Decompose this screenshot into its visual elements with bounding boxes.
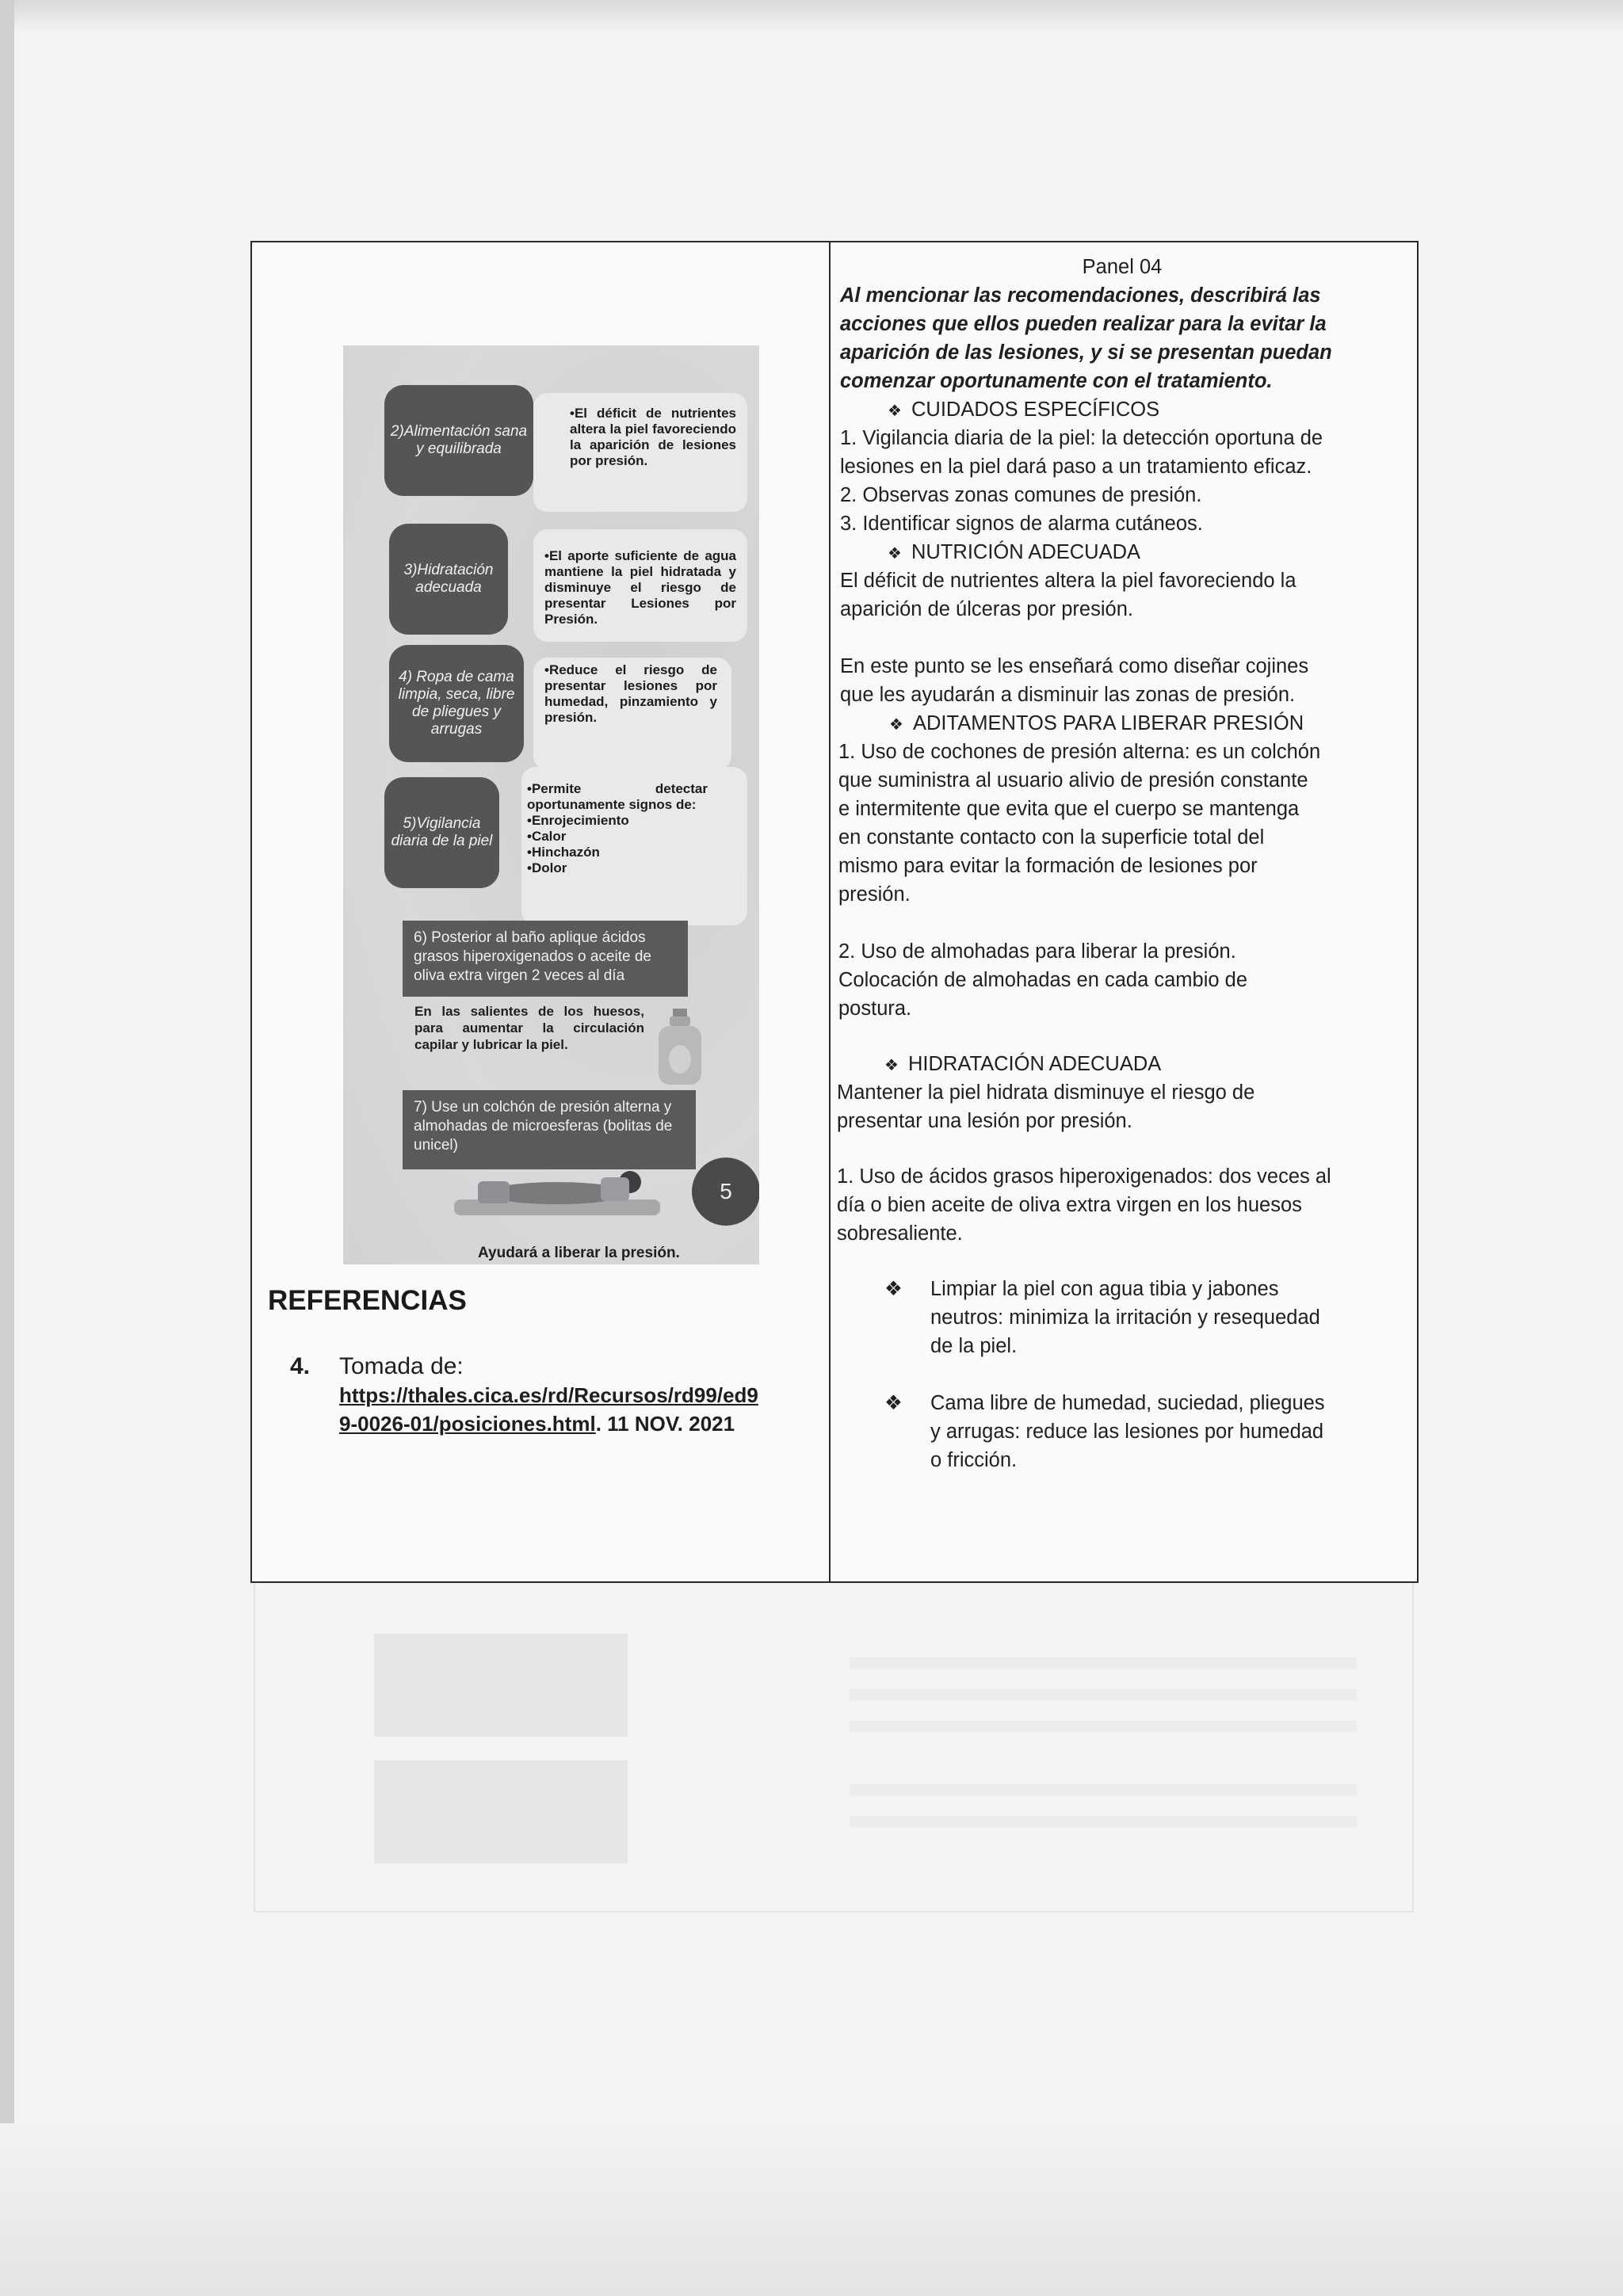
tip-text-bedding: •Reduce el riesgo de presentar lesiones por humedad, pinzamiento y presión. <box>544 662 717 725</box>
references-heading: REFERENCIAS <box>268 1285 467 1316</box>
body-line: lesiones en la piel dará paso a un tratamiento eficaz. <box>840 456 1312 478</box>
section-heading-pressure-devices: ❖ ADITAMENTOS PARA LIBERAR PRESIÓN <box>889 710 1304 740</box>
tip-text-nutrition: •El déficit de nutrientes altera la piel favoreciendo la aparición de lesiones por presión. <box>570 406 736 468</box>
reference-link-line2-wrap <box>339 1410 735 1436</box>
bullet-line: Limpiar la piel con agua tibia y jabones <box>930 1278 1279 1300</box>
reference-date: . 11 NOV. 2021 <box>595 1412 735 1436</box>
scan-edge-bottom <box>0 2123 1623 2296</box>
infographic-caption: Ayudará a liberar la presión. <box>478 1245 680 1261</box>
skin-sign-item: •Dolor <box>527 860 567 875</box>
ghost-box <box>374 1760 628 1863</box>
skin-sign-item: •Calor <box>527 829 567 844</box>
section-heading-hydration: ❖ HIDRATACIÓN ADECUADA <box>884 1051 1161 1081</box>
panel-label: Panel 04 <box>1082 256 1163 278</box>
body-line: 1. Uso de ácidos grasos hiperoxigenados: dos veces al <box>837 1165 1331 1188</box>
bullet-line: Cama libre de humedad, suciedad, pliegues <box>930 1392 1325 1414</box>
bullet-line: y arrugas: reduce las lesiones por humedad <box>930 1421 1324 1443</box>
ghost-line <box>850 1721 1357 1732</box>
diamond-bullet-icon: ❖ <box>888 545 902 563</box>
body-line: día o bien aceite de oliva extra virgen en los huesos <box>837 1194 1302 1216</box>
infographic <box>343 345 759 1264</box>
intro-line: acciones que ellos pueden realizar para la evitar la <box>840 313 1327 335</box>
body-line: Colocación de almohadas en cada cambio de <box>838 969 1248 991</box>
diamond-bullet-icon: ❖ <box>884 1392 903 1414</box>
body-line: sobresaliente. <box>837 1222 963 1245</box>
skin-sign-item: •Enrojecimiento <box>527 813 629 828</box>
body-line: mismo para evitar la formación de lesiones por <box>838 855 1258 877</box>
diamond-bullet-icon: ❖ <box>889 716 903 734</box>
reference-lead: Tomada de: <box>339 1353 464 1379</box>
ghost-box <box>374 1634 628 1737</box>
body-line: 1. Uso de cochones de presión alterna: es un colchón <box>838 741 1321 763</box>
body-line: En este punto se les enseñará como diseñar cojines <box>840 655 1309 677</box>
tip-pill-hydration: 3)Hidratación adecuada <box>389 524 508 635</box>
body-line: 2. Observas zonas comunes de presión. <box>840 484 1202 506</box>
scan-edge-top <box>0 0 1623 32</box>
ghost-line <box>850 1784 1357 1795</box>
body-line: 1. Vigilancia diaria de la piel: la detección oportuna de <box>840 427 1323 449</box>
panel-table <box>250 241 1419 1583</box>
body-line: presentar una lesión por presión. <box>837 1110 1132 1132</box>
diamond-bullet-icon: ❖ <box>888 402 902 420</box>
reference-link-line1[interactable]: https://thales.cica.es/rd/Recursos/rd99/ed9 <box>339 1383 758 1407</box>
tip-text-hydration: •El aporte suficiente de agua mantiene la piel hidratada y disminuye el riesgo de presentar Lesiones por Presión. <box>544 548 736 627</box>
body-line: 2. Uso de almohadas para liberar la presión. <box>838 940 1236 963</box>
reference-number: 4. <box>290 1353 311 1379</box>
bullet-line: de la piel. <box>930 1335 1018 1357</box>
body-line: presión. <box>838 883 911 906</box>
skin-sign-item: •Hinchazón <box>527 845 600 860</box>
tip-band-mattress: 7) Use un colchón de presión alterna y almohadas de microesferas (bolitas de unicel) <box>403 1090 696 1169</box>
bullet-line: neutros: minimiza la irritación y resequedad <box>930 1306 1320 1329</box>
body-line: 3. Identificar signos de alarma cutáneos. <box>840 513 1203 535</box>
skin-check-intro: •Permite detectar oportunamente signos de: <box>527 781 708 812</box>
body-line: que suministra al usuario alivio de presión constante <box>838 769 1308 791</box>
tip-band-fatty-acids: 6) Posterior al baño aplique ácidos grasos hiperoxigenados o aceite de oliva extra virgen 2 veces al día <box>403 921 688 997</box>
bullet-line: o fricción. <box>930 1449 1018 1471</box>
oil-bottle-icon <box>654 1007 706 1086</box>
diamond-bullet-icon: ❖ <box>884 1057 899 1074</box>
body-line: El déficit de nutrientes altera la piel favoreciendo la <box>840 570 1296 592</box>
section-heading-specific-care: ❖ CUIDADOS ESPECÍFICOS <box>888 396 1159 426</box>
lying-person-figure <box>446 1138 676 1233</box>
section-heading-nutrition: ❖ NUTRICIÓN ADECUADA <box>888 539 1140 569</box>
body-line: en constante contacto con la superficie total del <box>838 826 1265 849</box>
body-line: e intermitente que evita que el cuerpo se mantenga <box>838 798 1300 820</box>
ghost-line <box>850 1689 1357 1700</box>
bleed-through-ghost <box>254 1569 1414 1913</box>
body-line: que les ayudarán a disminuir las zonas de presión. <box>840 684 1296 706</box>
ghost-line <box>850 1816 1357 1827</box>
reference-link-line2[interactable]: 9-0026-01/posiciones.html <box>339 1412 596 1436</box>
ghost-line <box>850 1657 1357 1669</box>
tip-text-bony-areas: En las salientes de los huesos, para aumentar la circulación capilar y lubricar la piel. <box>414 1004 644 1052</box>
page-number-badge: 5 <box>692 1158 759 1226</box>
intro-line: comenzar oportunamente con el tratamiento. <box>840 370 1273 392</box>
scan-edge-left <box>0 0 14 2296</box>
intro-line: Al mencionar las recomendaciones, describirá las <box>840 284 1321 307</box>
intro-line: aparición de las lesiones, y si se presentan puedan <box>840 341 1332 364</box>
body-line: aparición de úlceras por presión. <box>840 598 1133 620</box>
diamond-bullet-icon: ❖ <box>884 1278 903 1300</box>
body-line: Mantener la piel hidrata disminuye el riesgo de <box>837 1081 1255 1104</box>
column-divider <box>829 242 831 1581</box>
tip-text-skin-check <box>527 781 708 876</box>
tip-pill-bedding: 4) Ropa de cama limpia, seca, libre de pliegues y arrugas <box>389 645 524 762</box>
tip-pill-skin-check: 5)Vigilancia diaria de la piel <box>384 777 499 888</box>
reference-body <box>339 1352 815 1439</box>
tip-pill-nutrition: 2)Alimentación sana y equilibrada <box>384 385 533 496</box>
body-line: postura. <box>838 997 912 1020</box>
